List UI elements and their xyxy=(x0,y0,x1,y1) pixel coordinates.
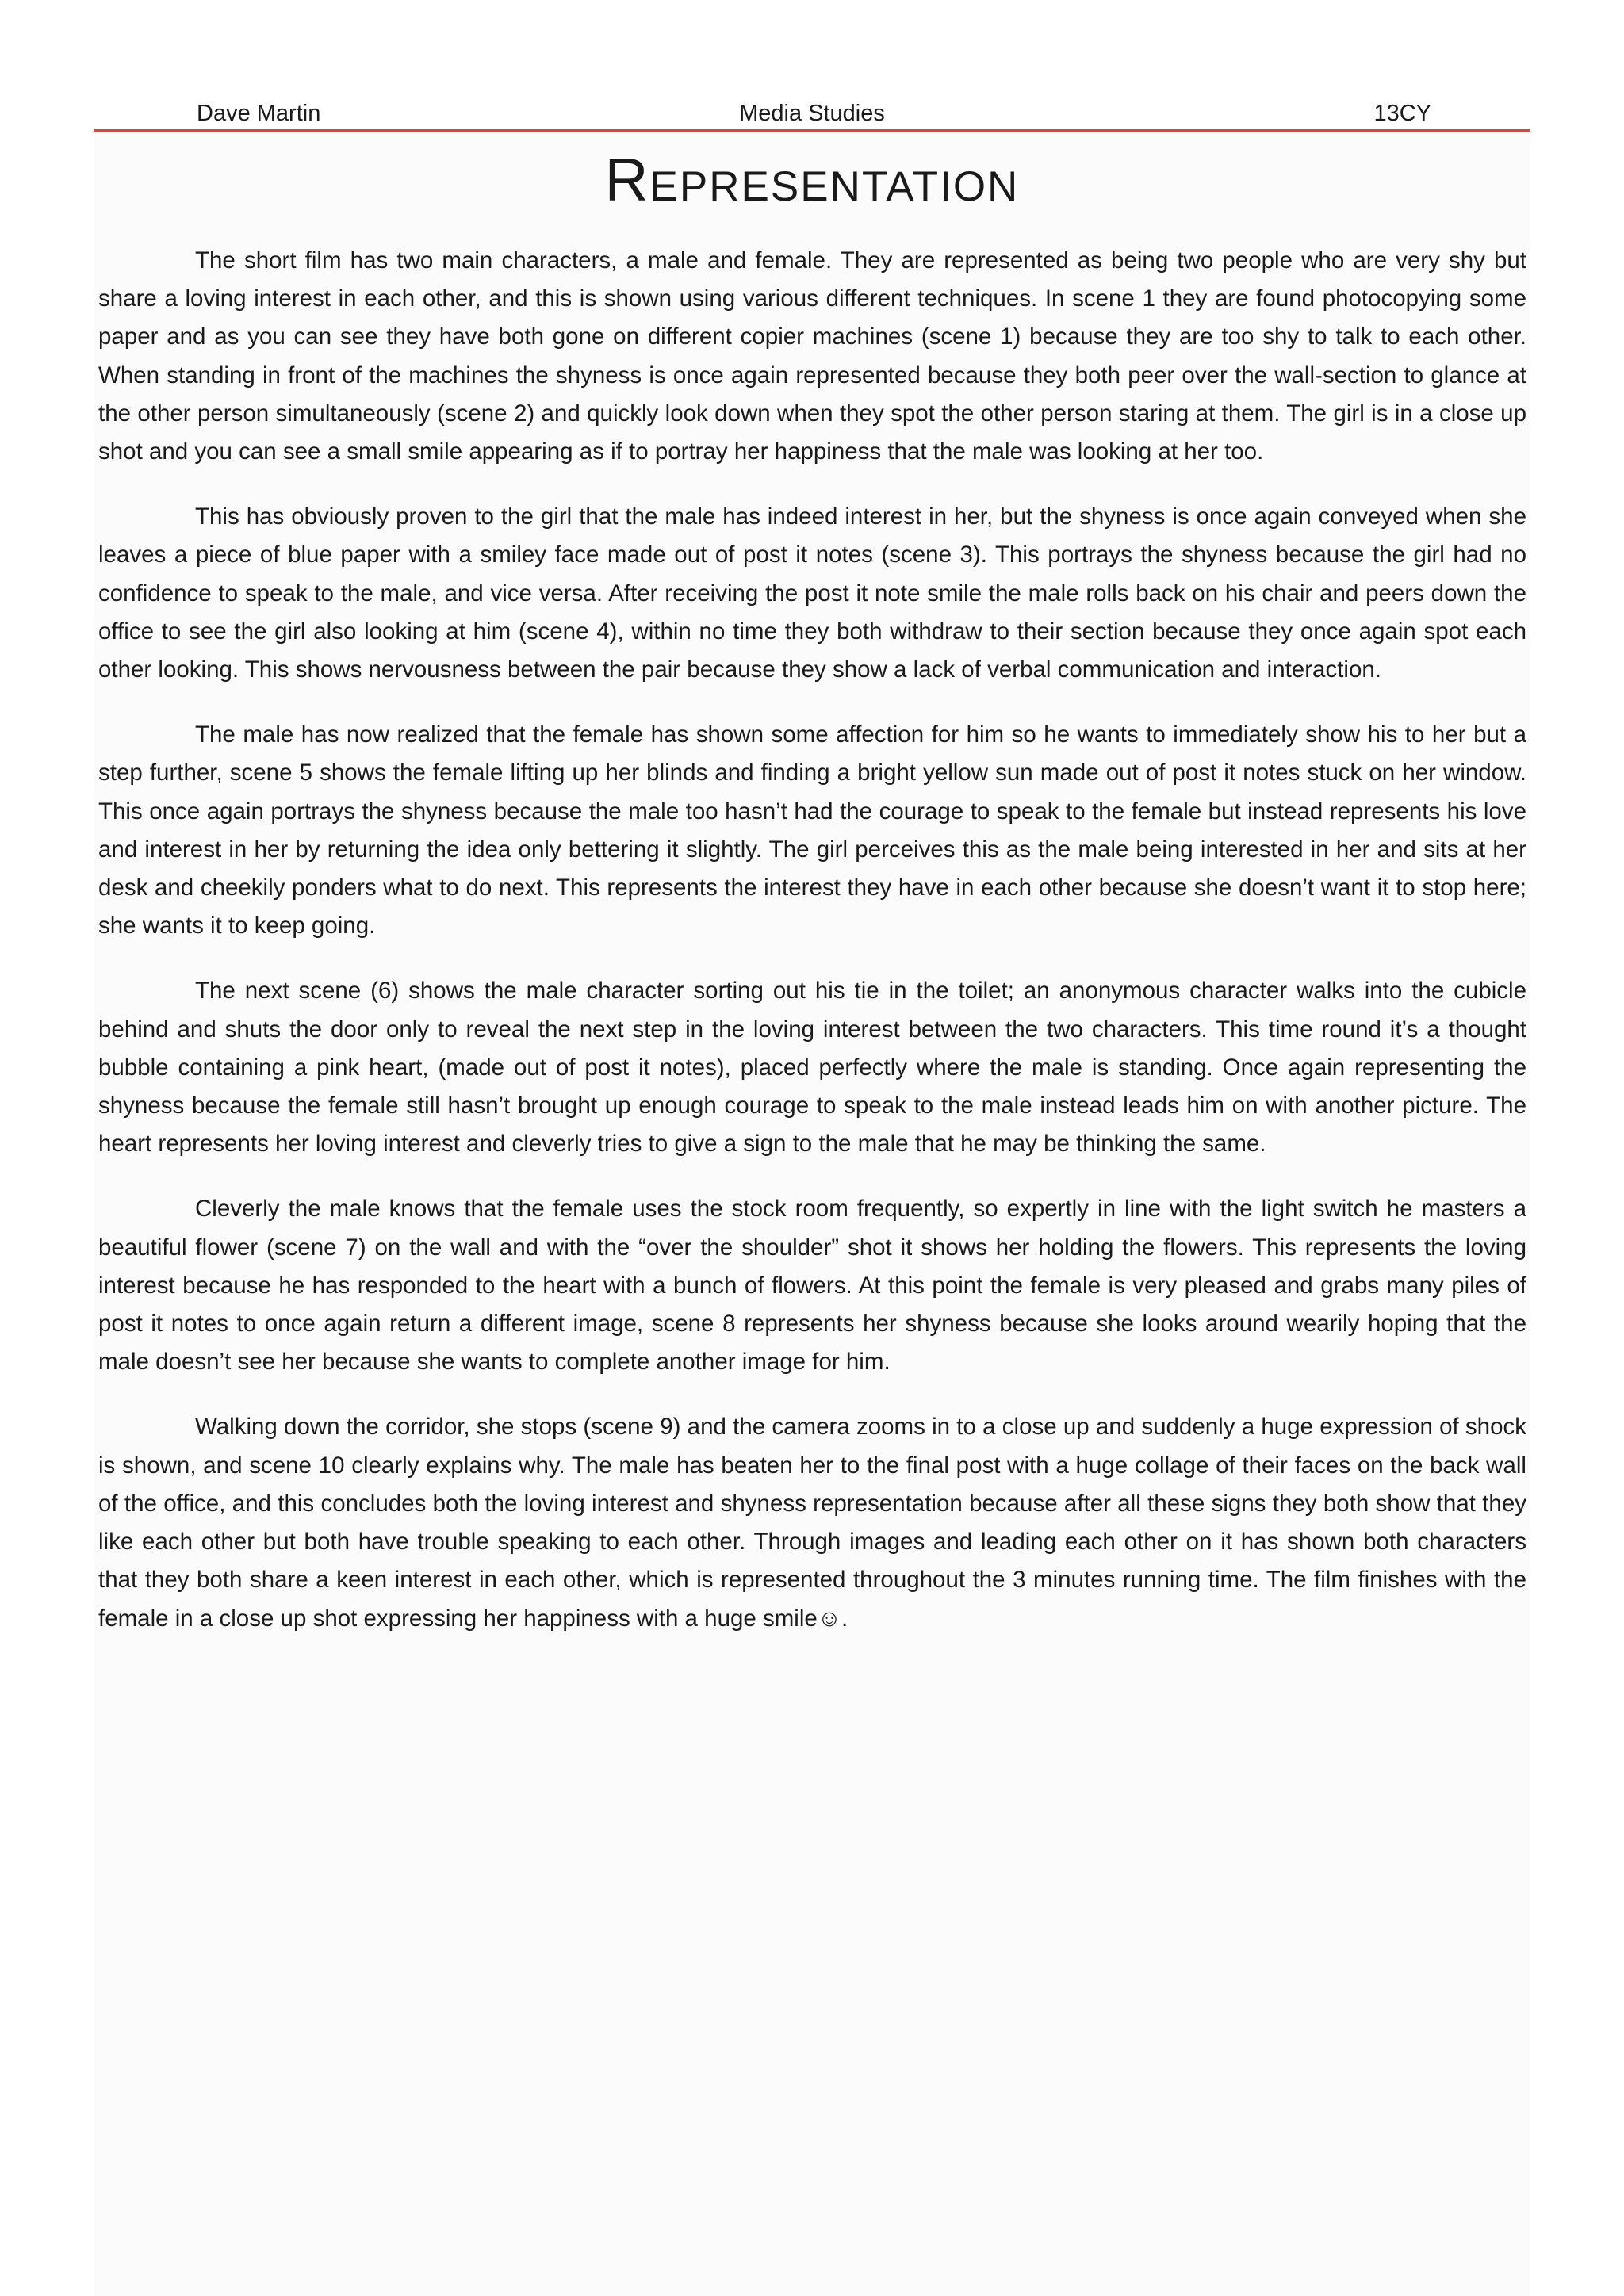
header-class-code: 13CY xyxy=(1373,101,1431,126)
paragraph-1: The short film has two main characters, a male and female. They are represented as being two people who are very shy but share a loving interest in each other, and this is shown using various different techniques. In scene 1 they are found photocopying some paper and as you can see they have both gone on different copier machines (scene 1) because they are too shy to talk to each other. When standing in front of the machines the shyness is once again represented because they both peer over the wall-section to glance at the other person simultaneously (scene 2) and quickly look down when they spot the other person staring at them. The girl is in a close up shot and you can see a small smile appearing as if to portray her happiness that the male was looking at her too. xyxy=(98,247,1526,465)
header-divider xyxy=(94,129,1530,132)
paragraph-3: The male has now realized that the female has shown some affection for him so he wants to immediately show his to her but a step further, scene 5 shows the female lifting up her blinds and finding a bright yellow sun made out of post it notes stuck on her window. This once again portrays the shyness because the male too hasn’t had the courage to speak to the female but instead represents his love and interest in her by returning the idea only bettering it slightly. The girl perceives this as the male being interested in her and sits at her desk and cheekily ponders what to do next. This represents the interest they have in each other because she doesn’t want it to stop here; she wants it to keep going. xyxy=(98,721,1526,939)
paragraph-5: Cleverly the male knows that the female uses the stock room frequently, so expertly in line with the light switch he masters a beautiful flower (scene 7) on the wall and with the “over the shoulder” shot it shows her holding the flowers. This represents the loving interest because he has responded to the heart with a bunch of flowers. At this point the female is very pleased and grabs many piles of post it notes to once again return a different image, scene 8 represents her shyness because she looks around wearily hoping that the male doesn’t see her because she wants to complete another image for him. xyxy=(98,1196,1526,1376)
paragraph-2: This has obviously proven to the girl that the male has indeed interest in her, but the shyness is once again conveyed when she leaves a piece of blue paper with a smiley face made out of post it notes (scene 3). This portrays the shyness because the girl had no confidence to speak to the male, and vice versa. After receiving the post it note smile the male rolls back on his chair and peers down the office to see the girl also looking at him (scene 4), within no time they both withdraw to their section because they once again spot each other looking. This shows nervousness between the pair because they show a lack of verbal communication and interaction. xyxy=(98,503,1526,683)
page-header xyxy=(94,95,1530,132)
document-body xyxy=(98,242,1526,1665)
paragraph-4: The next scene (6) shows the male character sorting out his tie in the toilet; an anonymous character walks into the cubicle behind and shuts the door only to reveal the next step in the loving interest between the two characters. This time round it’s a thought bubble containing a pink heart, (made out of post it notes), placed perfectly where the male is standing. Once again representing the shyness because the female still hasn’t brought up enough courage to speak to the male instead leads him on with another picture. The heart represents her loving interest and cleverly tries to give a sign to the male that he may be thinking the same. xyxy=(98,978,1526,1158)
header-author: Dave Martin xyxy=(197,101,321,126)
page-title: Representation xyxy=(604,147,1020,214)
header-subject: Media Studies xyxy=(739,101,885,126)
paragraph-6: Walking down the corridor, she stops (scene 9) and the camera zooms in to a close up and suddenly a huge expression of shock is shown, and scene 10 clearly explains why. The male has beaten her to the final post with a huge collage of their faces on the back wall of the office, and this concludes both the loving interest and shyness representation because after all these signs they both show that they like each other but both have trouble speaking to each other. Through images and leading each other on it has shown both characters that they both share a keen interest in each other, which is represented throughout the 3 minutes running time. The film finishes with the female in a close up shot expressing her happiness with a huge smile☺. xyxy=(98,1414,1526,1632)
